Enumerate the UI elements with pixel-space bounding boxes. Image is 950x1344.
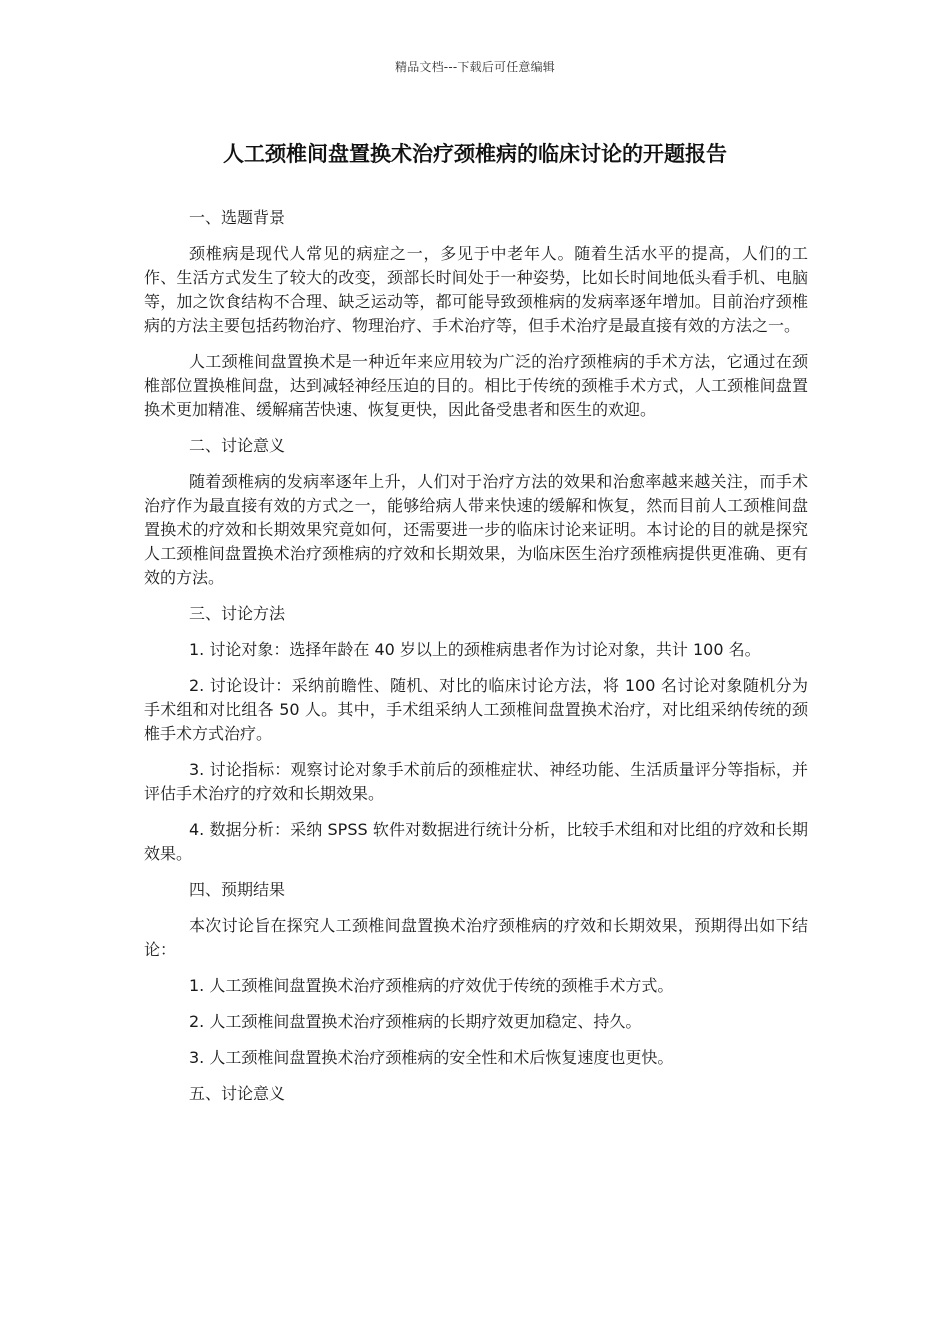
significance-paragraph: 随着颈椎病的发病率逐年上升，人们对于治疗方法的效果和治愈率越来越关注，而手术治疗作为最直接有效的方式之一，能够给病人带来快速的缓解和恢复，然而目前人工颈椎间盘置换术的疗效和长期效果究竟如何，还需要进一步的临床讨论来证明。本讨论的目的就是探究人工颈椎间盘置换术治疗颈椎病的疗效和长期效果，为临床医生治疗颈椎病提供更准确、更有效的方法。 xyxy=(144,472,808,587)
document-title: 人工颈椎间盘置换术治疗颈椎病的临床讨论的开题报告 xyxy=(223,142,727,166)
background-paragraph-1: 颈椎病是现代人常见的病症之一，多见于中老年人。随着生活水平的提高，人们的工作、生活方式发生了较大的改变，颈部长时间处于一种姿势，比如长时间地低头看手机、电脑等，加之饮食结构不合理、缺乏运动等，都可能导致颈椎病的发病率逐年增加。目前治疗颈椎病的方法主要包括药物治疗、物理治疗、手术治疗等，但手术治疗是最直接有效的方法之一。 xyxy=(144,244,808,335)
methods-item-indicators: 3. 讨论指标：观察讨论对象手术前后的颈椎症状、神经功能、生活质量评分等指标，并评估手术治疗的疗效和长期效果。 xyxy=(144,760,808,803)
section-heading-significance: 二、讨论意义 xyxy=(189,436,286,455)
expected-result-item-2: 2. 人工颈椎间盘置换术治疗颈椎病的长期疗效更加稳定、持久。 xyxy=(189,1012,642,1031)
methods-item-analysis: 4. 数据分析：采纳 SPSS 软件对数据进行统计分析，比较手术组和对比组的疗效和长期效果。 xyxy=(144,820,808,863)
background-paragraph-2: 人工颈椎间盘置换术是一种近年来应用较为广泛的治疗颈椎病的手术方法，它通过在颈椎部位置换椎间盘，达到减轻神经压迫的目的。相比于传统的颈椎手术方式，人工颈椎间盘置换术更加精准、缓解痛苦快速、恢复更快，因此备受患者和医生的欢迎。 xyxy=(144,352,808,419)
methods-item-subjects: 1. 讨论对象：选择年龄在 40 岁以上的颈椎病患者作为讨论对象，共计 100 名。 xyxy=(189,640,761,659)
expected-result-item-3: 3. 人工颈椎间盘置换术治疗颈椎病的安全性和术后恢复速度也更快。 xyxy=(189,1048,674,1067)
section-heading-methods: 三、讨论方法 xyxy=(189,604,286,623)
expected-result-item-1: 1. 人工颈椎间盘置换术治疗颈椎病的疗效优于传统的颈椎手术方式。 xyxy=(189,976,674,995)
section-heading-expected-results: 四、预期结果 xyxy=(189,880,286,899)
page-header-note: 精品文档---下载后可任意编辑 xyxy=(395,60,555,74)
document-body xyxy=(144,206,808,1118)
methods-item-design: 2. 讨论设计：采纳前瞻性、随机、对比的临床讨论方法，将 100 名讨论对象随机分为手术组和对比组各 50 人。其中，手术组采纳人工颈椎间盘置换术治疗，对比组采纳传统的颈椎手术方式治疗。 xyxy=(144,676,808,743)
expected-results-intro: 本次讨论旨在探究人工颈椎间盘置换术治疗颈椎病的疗效和长期效果，预期得出如下结论： xyxy=(144,916,808,959)
section-heading-discussion-significance: 五、讨论意义 xyxy=(189,1084,286,1103)
section-heading-background: 一、选题背景 xyxy=(189,208,286,227)
